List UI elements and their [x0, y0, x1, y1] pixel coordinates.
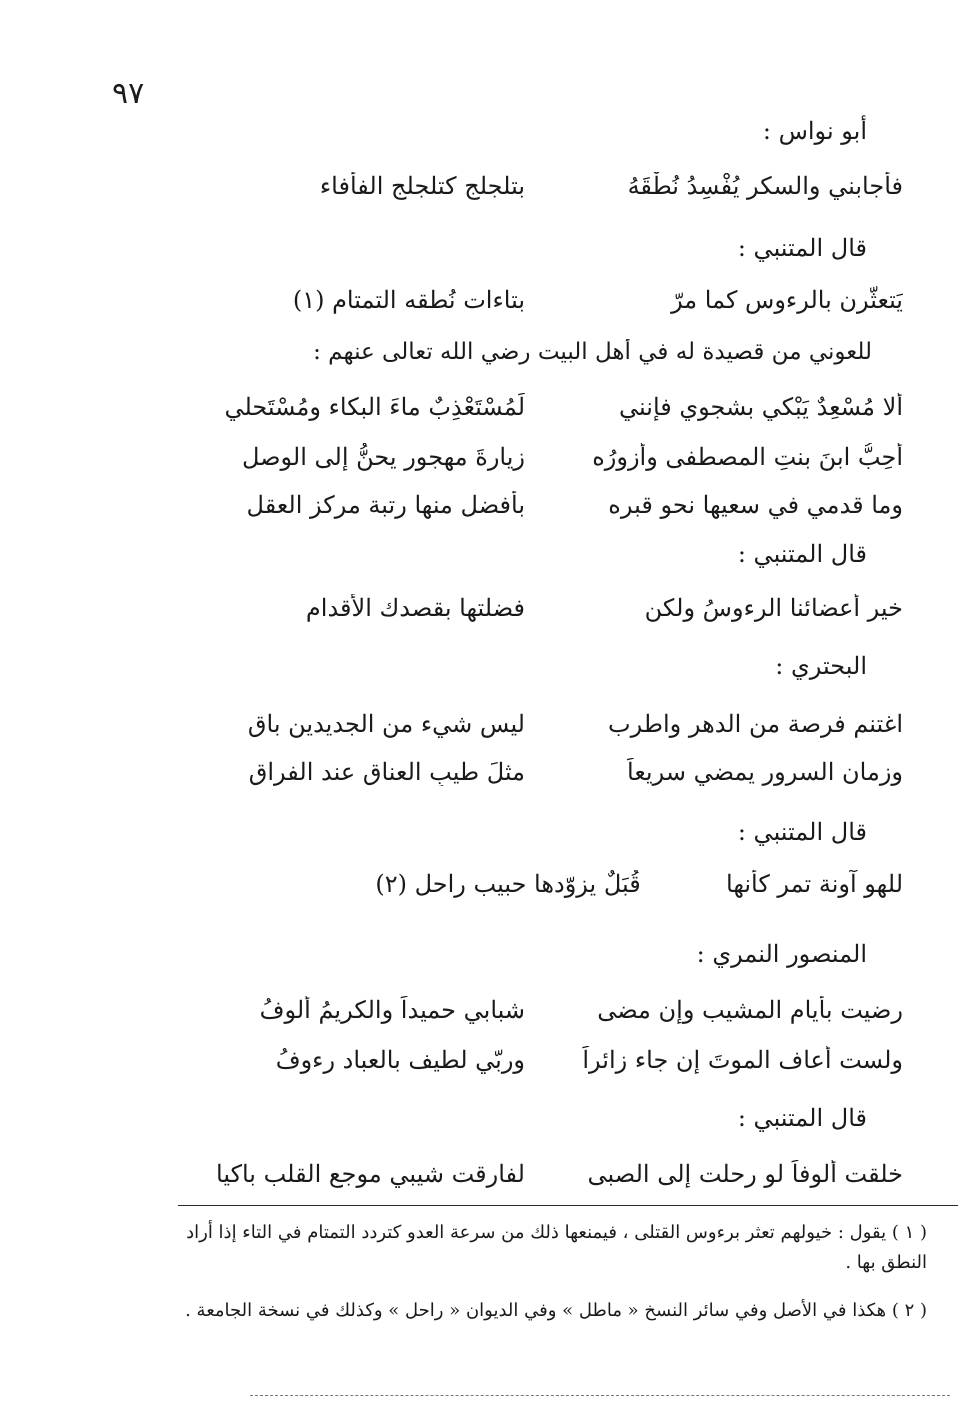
poem-intro: للعوني من قصيدة له في أهل البيت رضي الله تعالى عنهم :	[313, 339, 872, 365]
verse-first-hemistich: وزمان السرور يمضي سريعاً	[627, 758, 903, 786]
verse-second-hemistich: بتاءات نُطقه التمتام (١)	[292, 286, 525, 314]
poet-heading: أبو نواس :	[762, 117, 867, 145]
verse-line	[165, 443, 903, 483]
verse-second-hemistich: زيارةَ مهجورٍ يحنُّ إلى الوصل	[241, 443, 525, 471]
verse-second-hemistich: لفارقت شيبي موجع القلب باكيا	[216, 1160, 525, 1188]
footnote-2: ( ٢ ) هكذا في الأصل وفي سائر النسخ « ماطل » وفي الديوان « راحل » وكذلك في نسخة الجامعة .	[185, 1300, 927, 1321]
verse-first-hemistich: للهو آونة تمر كأنها	[726, 870, 903, 898]
poet-heading: قال المتنبي :	[737, 234, 867, 262]
verse-first-hemistich: رضيت بأيام المشيب وإن مضى	[597, 996, 903, 1024]
verse-second-hemistich: ليس شيء من الجديدين باق	[247, 710, 525, 738]
verse-line	[210, 870, 903, 898]
verse-second-hemistich: قُبَلٌ يزوّدها حبيب راحل (٢)	[375, 870, 641, 898]
verse-second-hemistich: لَمُسْتَعْذِبٌ ماءَ البكاء ومُسْتَحلي	[224, 393, 525, 421]
verse-line	[165, 393, 903, 433]
verse-second-hemistich: مثلَ طيبِ العناق عند الفراق	[248, 758, 525, 786]
verse-first-hemistich: اغتنم فرصة من الدهر واطرب	[608, 710, 903, 738]
verse-line	[165, 996, 903, 1036]
verse-first-hemistich: يَتعثّرن بالرءوس كما مرّ	[671, 286, 903, 314]
verse-line	[165, 491, 903, 531]
poet-heading: المنصور النمري :	[696, 940, 867, 968]
verse-line	[165, 758, 903, 798]
verse-second-hemistich: بأفضل منها رتبة مركز العقل	[246, 491, 525, 519]
verse-line	[165, 710, 903, 750]
verse-second-hemistich: شبابي حميداً والكريمُ ألوفُ	[259, 996, 525, 1024]
verse-line	[165, 172, 903, 212]
verse-line	[165, 1160, 903, 1200]
verse-first-hemistich: ألا مُسْعِدٌ يَبْكي بشجوي فإنني	[619, 393, 903, 421]
verse-first-hemistich: خلقت ألوفاً لو رحلت إلى الصبى	[587, 1160, 903, 1188]
footnote-separator	[178, 1205, 958, 1206]
verse-second-hemistich: فضلتها بقصدك الأقدام	[305, 594, 525, 622]
page-bottom-edge	[250, 1395, 950, 1396]
poet-heading: البحتري :	[775, 652, 867, 680]
page-number: ٩٧	[112, 76, 145, 111]
verse-first-hemistich: فأجابني والسكر يُفْسِدُ نُطْقَهُ	[627, 172, 903, 200]
verse-line	[165, 286, 903, 326]
verse-first-hemistich: خير أعضائنا الرءوسُ ولكن	[644, 594, 903, 622]
verse-first-hemistich: وما قدمي في سعيها نحو قبره	[608, 491, 903, 519]
verse-first-hemistich: ولست أعاف الموتَ إن جاء زائراً	[582, 1046, 903, 1074]
poet-heading: قال المتنبي :	[737, 1104, 867, 1132]
footnote-1: ( ١ ) يقول : خيولهم تعثر برءوس القتلى ، فيمنعها ذلك من سرعة العدو كتردد التمتام في التاء إذا أراد النطق بها .	[186, 1222, 927, 1273]
poet-heading: قال المتنبي :	[737, 818, 867, 846]
verse-first-hemistich: أحِبُّ ابنَ بنتِ المصطفى وأزورُه	[592, 443, 903, 471]
verse-line	[165, 1046, 903, 1086]
poet-heading: قال المتنبي :	[737, 540, 867, 568]
verse-second-hemistich: بتلجلج كتلجلج الفأفاء	[319, 172, 525, 200]
verse-line	[165, 594, 903, 634]
verse-second-hemistich: وربّي لطيف بالعباد رءوفُ	[275, 1046, 525, 1074]
